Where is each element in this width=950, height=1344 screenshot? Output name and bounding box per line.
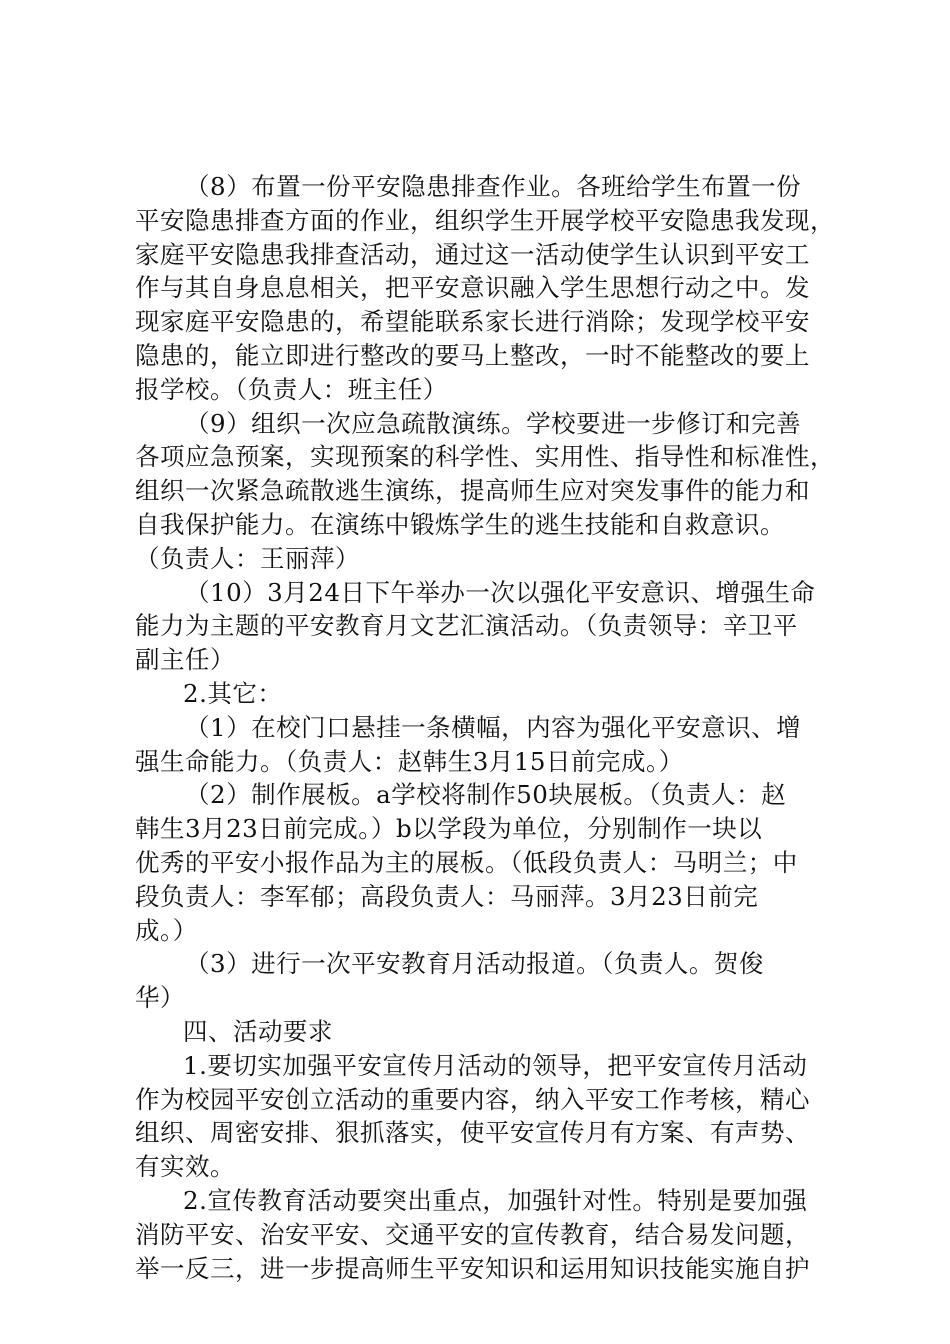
text-line: 副主任） (135, 645, 235, 675)
text-line: （3）进行一次平安教育月活动报道。（负责人。贺俊 (185, 949, 764, 979)
text-line: （8）布置一份平安隐患排查作业。各班给学生布置一份 (185, 172, 802, 201)
text-line: 组织、周密安排、狠抓落实，使平安宣传月有方案、有声势、 (135, 1118, 810, 1148)
text-line: 有实效。 (135, 1152, 235, 1182)
text-line: 优秀的平安小报作品为主的展板。（低段负责人：马明兰；中 (135, 847, 798, 877)
text-line: 华） (135, 983, 185, 1013)
document-body (135, 170, 835, 1285)
text-line: 2.其它： (183, 678, 283, 708)
text-line: 段负责人：李军郁；高段负责人：马丽萍。3月23日前完 (135, 881, 759, 911)
text-line: 自我保护能力。在演练中锻炼学生的逃生技能和自救意识。 (135, 509, 785, 539)
text-line: 报学校。（负责人：班主任） (135, 374, 448, 404)
text-line: 家庭平安隐患我排查活动，通过这一活动使学生认识到平安工 (135, 239, 810, 269)
text-line: 举一反三，进一步提高师生平安知识和运用知识技能实施自护 (135, 1253, 810, 1283)
text-line: 消防平安、治安平安、交通平安的宣传教育，结合易发问题， (135, 1219, 810, 1249)
text-line: （1）在校门口悬挂一条横幅，内容为强化平安意识、增 (185, 712, 802, 742)
text-line: 作与其自身息息相关，把平安意识融入学生思想行动之中。发 (135, 273, 810, 303)
text-line: 2.宣传教育活动要突出重点，加强针对性。特别是要加强 (183, 1185, 808, 1215)
text-line: 组织一次紧急疏散逃生演练，提高师生应对突发事件的能力和 (135, 476, 810, 506)
text-line: 1.要切实加强平安宣传月活动的领导，把平安宣传月活动 (183, 1050, 808, 1080)
text-line: 平安隐患排查方面的作业，组织学生开展学校平安隐患我发现， (135, 205, 835, 235)
text-line: （10）3月24日下午举办一次以强化平安意识、增强生命 (185, 577, 816, 607)
text-line: 成。） (135, 915, 198, 945)
text-line: 作为校园平安创立活动的重要内容，纳入平安工作考核，精心 (135, 1084, 810, 1114)
text-line: 各项应急预案，实现预案的科学性、实用性、指导性和标准性， (135, 442, 835, 472)
text-line: 隐患的，能立即进行整改的要马上整改，一时不能整改的要上 (135, 340, 810, 370)
text-line: 能力为主题的平安教育月文艺汇演活动。（负责领导：辛卫平 (135, 611, 798, 641)
text-line: 韩生3月23日前完成。）b以学段为单位，分别制作一块以 (135, 814, 763, 844)
text-line: （负责人：王丽萍） (135, 543, 360, 573)
text-line: （9）组织一次应急疏散演练。学校要进一步修订和完善 (185, 408, 802, 438)
text-line: 强生命能力。（负责人：赵韩生3月15日前完成。） (135, 746, 684, 776)
text-line: 四、活动要求 (183, 1016, 333, 1046)
text-line: 现家庭平安隐患的，希望能联系家长进行消除；发现学校平安 (135, 307, 810, 337)
text-line: （2）制作展板。a学校将制作50块展板。（负责人：赵 (185, 780, 787, 810)
